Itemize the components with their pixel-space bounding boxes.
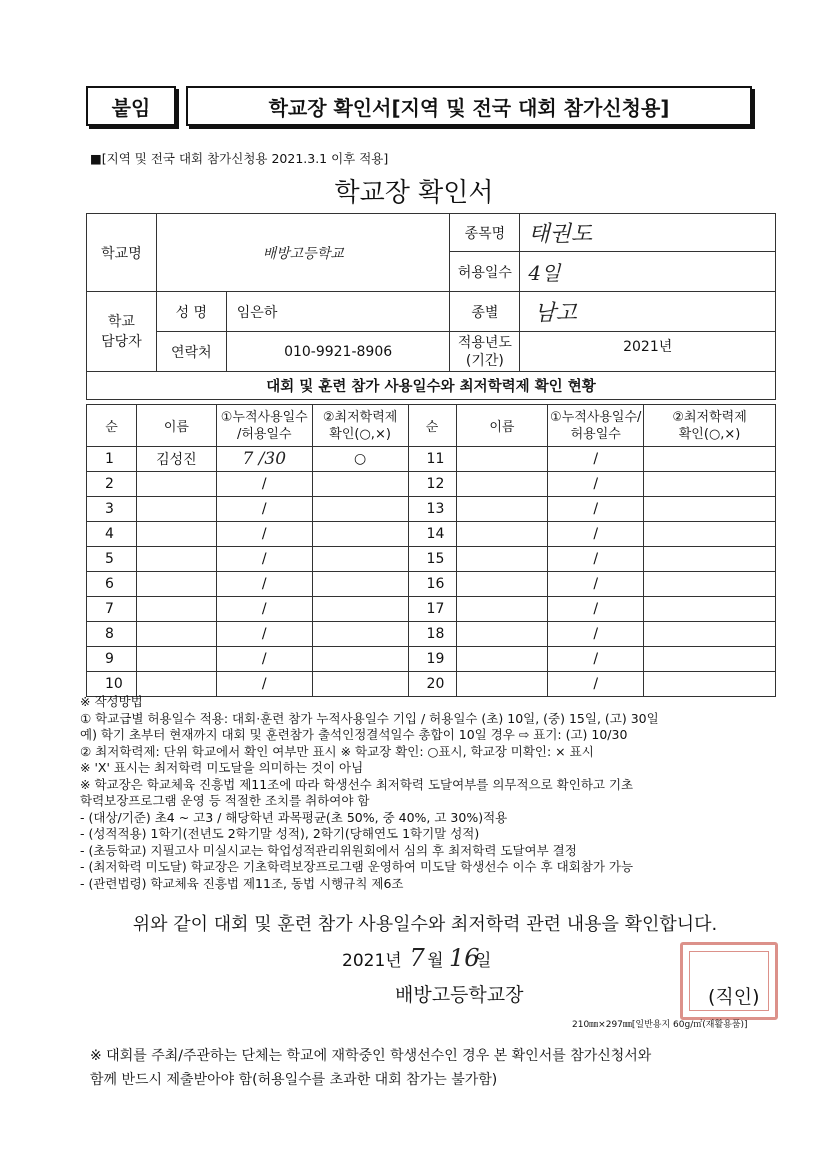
table-row xyxy=(87,547,776,572)
date-day: 16 xyxy=(448,944,480,972)
row-check xyxy=(312,472,408,497)
row-check xyxy=(312,547,408,572)
col-check-right-line1: ②최저학력제 xyxy=(672,409,747,425)
row-name xyxy=(136,472,216,497)
row-num: 7 xyxy=(87,597,137,622)
phone-value: 010-9921-8906 xyxy=(226,332,450,372)
paper-spec: 210㎜×297㎜[일반용지 60g/㎡(재활용품)] xyxy=(572,1020,748,1030)
table-row xyxy=(87,622,776,647)
col-check xyxy=(312,405,408,447)
row-name xyxy=(456,572,548,597)
row-days: / xyxy=(216,647,312,672)
note-line: ① 학교급별 허용일수 적용: 대회·훈련 참가 누적사용일수 기입 / 허용일수 (초) 10일, (중) 15일, (고) 30일 xyxy=(80,710,659,726)
allowed-days-label: 허용일수 xyxy=(450,252,520,292)
row-num: 3 xyxy=(87,497,137,522)
row-check xyxy=(644,672,776,697)
usage-table xyxy=(86,404,776,697)
col-days-line1: ①누적사용일수 xyxy=(220,409,308,425)
row-check xyxy=(312,597,408,622)
note-line: - (초등학교) 지필고사 미실시교는 학업성적관리위원회에서 심의 후 최저학력 도달여부 결정 xyxy=(80,842,577,858)
row-days: / xyxy=(216,522,312,547)
row-days: / xyxy=(548,597,644,622)
col-days-right-line1: ①누적사용일수/ xyxy=(550,409,642,425)
usage-table-title: 대회 및 훈련 참가 사용일수와 최저학력제 확인 현황 xyxy=(87,372,776,400)
note-line: - (최저학력 미도달) 학교장은 기초학력보장프로그램 운영하여 미도달 학생선수 이수 후 대회참가 가능 xyxy=(80,859,634,874)
row-num: 11 xyxy=(408,447,456,472)
row-days: / xyxy=(216,672,312,697)
note-line: 예) 학기 초부터 현재까지 대회 및 훈련참가 출석인정결석일수 총합이 10일 경우 ⇨ 표기: (고) 10/30 xyxy=(80,727,628,742)
col-days-right xyxy=(548,405,644,447)
form-title: 학교장 확인서 xyxy=(334,178,494,208)
row-days: / xyxy=(216,572,312,597)
allowed-days-value: 4일 xyxy=(520,252,776,292)
row-check xyxy=(644,522,776,547)
table-row xyxy=(87,447,776,472)
date xyxy=(342,944,491,972)
row-name: 김성진 xyxy=(136,447,216,472)
row-days: / xyxy=(216,622,312,647)
row-name xyxy=(136,672,216,697)
row-check xyxy=(644,497,776,522)
row-check xyxy=(312,522,408,547)
school-name: 배방고등학교 xyxy=(156,214,450,292)
row-check xyxy=(312,622,408,647)
row-days: / xyxy=(548,472,644,497)
date-month-label: 월 xyxy=(427,951,444,971)
instructions xyxy=(80,694,780,892)
row-days: / xyxy=(216,597,312,622)
row-check xyxy=(312,572,408,597)
note-line: ※ 학교장은 학교체육 진흥법 제11조에 따라 학생선수 최저학력 도달여부를 의무적으로 확인하고 기초 xyxy=(80,776,634,792)
row-name xyxy=(136,622,216,647)
row-num: 10 xyxy=(87,672,137,697)
phone-label: 연락처 xyxy=(156,332,226,372)
row-name xyxy=(136,547,216,572)
date-month: 7 xyxy=(409,944,425,972)
row-days: / xyxy=(548,547,644,572)
row-name xyxy=(456,597,548,622)
row-name xyxy=(456,647,548,672)
table-row xyxy=(87,572,776,597)
row-num: 13 xyxy=(408,497,456,522)
note-line: ② 최저학력제: 단위 학교에서 확인 여부만 표시 ※ 학교장 확인: ○표시, 학교장 미확인: × 표시 xyxy=(80,743,594,759)
table-row xyxy=(87,647,776,672)
info-table xyxy=(86,213,776,400)
row-num: 17 xyxy=(408,597,456,622)
row-name xyxy=(136,522,216,547)
row-name xyxy=(456,622,548,647)
row-name xyxy=(136,647,216,672)
note-line: - (성적적용) 1학기(전년도 2학기말 성적), 2학기(당해연도 1학기말 성적) xyxy=(80,826,480,841)
table-row xyxy=(87,497,776,522)
col-name: 이름 xyxy=(136,405,216,447)
row-num: 4 xyxy=(87,522,137,547)
row-name xyxy=(456,522,548,547)
principal-name: 배방고등학교장 xyxy=(395,984,524,1006)
row-check xyxy=(312,672,408,697)
row-days: / xyxy=(548,622,644,647)
school-label: 학교명 xyxy=(87,214,157,292)
note-line: - (관련법령) 학교체육 진흥법 제11조, 동법 시행규칙 제6조 xyxy=(80,875,404,891)
row-num: 19 xyxy=(408,647,456,672)
row-check xyxy=(312,647,408,672)
sport-value: 태권도 xyxy=(520,214,776,252)
footer-note-line: 함께 반드시 제출받아야 함(허용일수를 초과한 대회 참가는 불가함) xyxy=(90,1072,498,1088)
table-row xyxy=(87,672,776,697)
row-name xyxy=(456,497,548,522)
contact-label-line1: 학교 xyxy=(107,313,135,330)
row-num: 9 xyxy=(87,647,137,672)
row-days: / xyxy=(216,472,312,497)
division-label: 종별 xyxy=(450,292,520,332)
col-days-right-line2: 허용일수 xyxy=(570,426,621,442)
row-name xyxy=(456,547,548,572)
row-check xyxy=(644,572,776,597)
year-label xyxy=(450,332,520,372)
col-days-line2: /허용일수 xyxy=(236,426,292,442)
row-check xyxy=(644,447,776,472)
table-row xyxy=(87,472,776,497)
row-num: 5 xyxy=(87,547,137,572)
row-days: / xyxy=(548,672,644,697)
footer-note-line: ※ 대회를 주최/주관하는 단체는 학교에 재학중인 학생선수인 경우 본 확인서를 참가신청서와 xyxy=(90,1048,652,1064)
col-num: 순 xyxy=(87,405,137,447)
row-check xyxy=(644,472,776,497)
row-days: / xyxy=(548,447,644,472)
row-check xyxy=(644,622,776,647)
row-num: 14 xyxy=(408,522,456,547)
sport-label: 종목명 xyxy=(450,214,520,252)
year-label-line1: 적용년도 xyxy=(457,334,512,351)
row-days: 7 /30 xyxy=(216,447,312,472)
note-line: - (대상/기준) 초4 ~ 고3 / 해당학년 과목평균(초 50%, 중 40%, 고 30%)적용 xyxy=(80,809,508,825)
col-check-right-line2: 확인(○,×) xyxy=(678,426,741,442)
footer-note xyxy=(90,1044,651,1092)
row-name xyxy=(456,472,548,497)
note-line: ※ 작성방법 xyxy=(80,694,143,709)
col-check-right xyxy=(644,405,776,447)
row-name xyxy=(136,597,216,622)
confirmation-statement: 위와 같이 대회 및 훈련 참가 사용일수와 최저학력 관련 내용을 확인합니다. xyxy=(132,914,718,935)
year-label-line2: (기간) xyxy=(465,352,504,369)
name-value: 임은하 xyxy=(226,292,450,332)
subheader: ■[지역 및 전국 대회 참가신청용 2021.3.1 이후 적용] xyxy=(90,151,389,166)
attachment-tag: 붙임 xyxy=(86,86,176,126)
row-check xyxy=(644,597,776,622)
row-check xyxy=(644,647,776,672)
row-num: 16 xyxy=(408,572,456,597)
row-check: ○ xyxy=(312,447,408,472)
table-row xyxy=(87,522,776,547)
contact-label xyxy=(87,292,157,372)
row-check xyxy=(644,547,776,572)
row-days: / xyxy=(216,497,312,522)
row-num: 15 xyxy=(408,547,456,572)
note-line: 학력보장프로그램 운영 등 적절한 조치를 취하여야 함 xyxy=(80,793,370,808)
row-days: / xyxy=(548,572,644,597)
date-year: 2021년 xyxy=(342,951,402,971)
row-num: 1 xyxy=(87,447,137,472)
row-name xyxy=(136,497,216,522)
row-days: / xyxy=(216,547,312,572)
row-name xyxy=(136,572,216,597)
row-name xyxy=(456,447,548,472)
row-num: 12 xyxy=(408,472,456,497)
row-num: 18 xyxy=(408,622,456,647)
row-num: 8 xyxy=(87,622,137,647)
col-check-line2: 확인(○,×) xyxy=(329,426,391,442)
col-check-line1: ②최저학력제 xyxy=(322,409,398,425)
contact-label-line2: 담당자 xyxy=(101,333,142,350)
header-title: 학교장 확인서[지역 및 전국 대회 참가신청용] xyxy=(186,86,752,126)
date-day-label: 일 xyxy=(474,951,492,971)
row-days: / xyxy=(548,522,644,547)
row-name xyxy=(456,672,548,697)
col-num-right: 순 xyxy=(408,405,456,447)
division-value: 남고 xyxy=(520,292,776,332)
row-num: 6 xyxy=(87,572,137,597)
col-name-right: 이름 xyxy=(456,405,548,447)
seal-label: (직인) xyxy=(708,986,760,1008)
row-num: 20 xyxy=(408,672,456,697)
row-check xyxy=(312,497,408,522)
row-days: / xyxy=(548,497,644,522)
table-row xyxy=(87,597,776,622)
note-line: ※ 'X' 표시는 최저학력 미도달을 의미하는 것이 아님 xyxy=(80,760,364,775)
row-num: 2 xyxy=(87,472,137,497)
col-days xyxy=(216,405,312,447)
name-label: 성 명 xyxy=(156,292,226,332)
row-days: / xyxy=(548,647,644,672)
year-value: 2021년 xyxy=(520,332,776,372)
